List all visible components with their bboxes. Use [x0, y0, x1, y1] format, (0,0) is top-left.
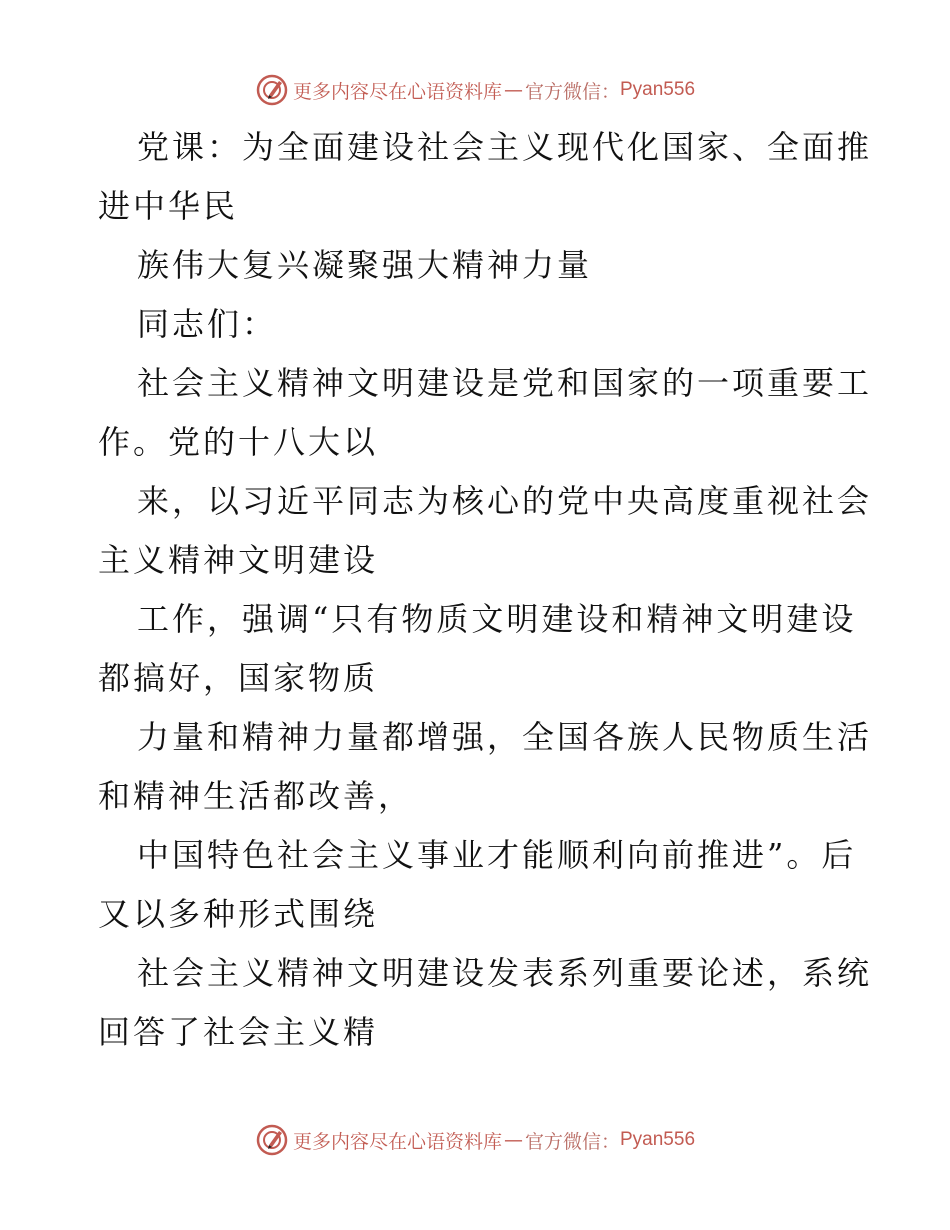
text-line: 来，以习近平同志为核心的党中央高度重视社会	[137, 482, 873, 520]
watermark-wechat-label: 官方微信：	[524, 80, 620, 103]
watermark-dash: —	[503, 79, 523, 101]
paragraph-body	[98, 472, 873, 590]
text-line: 党课：为全面建设社会主义现代化国家、全面推	[137, 128, 873, 166]
paragraph-salutation	[98, 295, 854, 354]
text-line: 又以多种形式围绕	[98, 895, 379, 933]
document-body	[98, 118, 873, 1062]
text-line: 作。党的十八大以	[98, 423, 379, 461]
watermark-wechat-id: Pyan556	[620, 79, 696, 100]
text-line: 族伟大复兴凝聚强大精神力量	[137, 246, 593, 284]
watermark-wechat-id: Pyan556	[620, 1129, 696, 1150]
paragraph-body	[98, 708, 873, 826]
paragraph-body	[98, 354, 873, 472]
watermark-title: 更多内容尽在心语资料库	[292, 1130, 502, 1153]
watermark-wechat-label: 官方微信：	[524, 1130, 620, 1153]
text-line: 中国特色社会主义事业才能顺利向前推进”。后	[137, 836, 857, 874]
pen-logo-icon	[255, 73, 289, 107]
text-line: 工作，强调“只有物质文明建设和精神文明建设	[137, 600, 857, 638]
paragraph-title-1	[98, 118, 873, 236]
watermark-title: 更多内容尽在心语资料库	[292, 80, 502, 103]
text-line: 力量和精神力量都增强，全国各族人民物质生活	[137, 718, 873, 756]
paragraph-body	[98, 826, 857, 944]
text-line: 社会主义精神文明建设是党和国家的一项重要工	[137, 364, 873, 402]
text-line: 都搞好，国家物质	[98, 659, 379, 697]
text-line: 主义精神文明建设	[98, 541, 379, 579]
text-line: 和精神生活都改善，	[98, 777, 414, 815]
pen-logo-icon	[255, 1123, 289, 1157]
text-line: 社会主义精神文明建设发表系列重要论述，系统	[137, 954, 873, 992]
paragraph-title-2	[98, 236, 854, 295]
paragraph-body	[98, 944, 873, 1062]
text-line: 进中华民	[98, 187, 239, 225]
watermark-dash: —	[503, 1129, 523, 1151]
text-line: 回答了社会主义精	[98, 1013, 379, 1051]
paragraph-body	[98, 590, 857, 708]
footer-watermark	[0, 1120, 950, 1160]
header-watermark	[0, 70, 950, 110]
text-line: 同志们：	[137, 305, 278, 343]
